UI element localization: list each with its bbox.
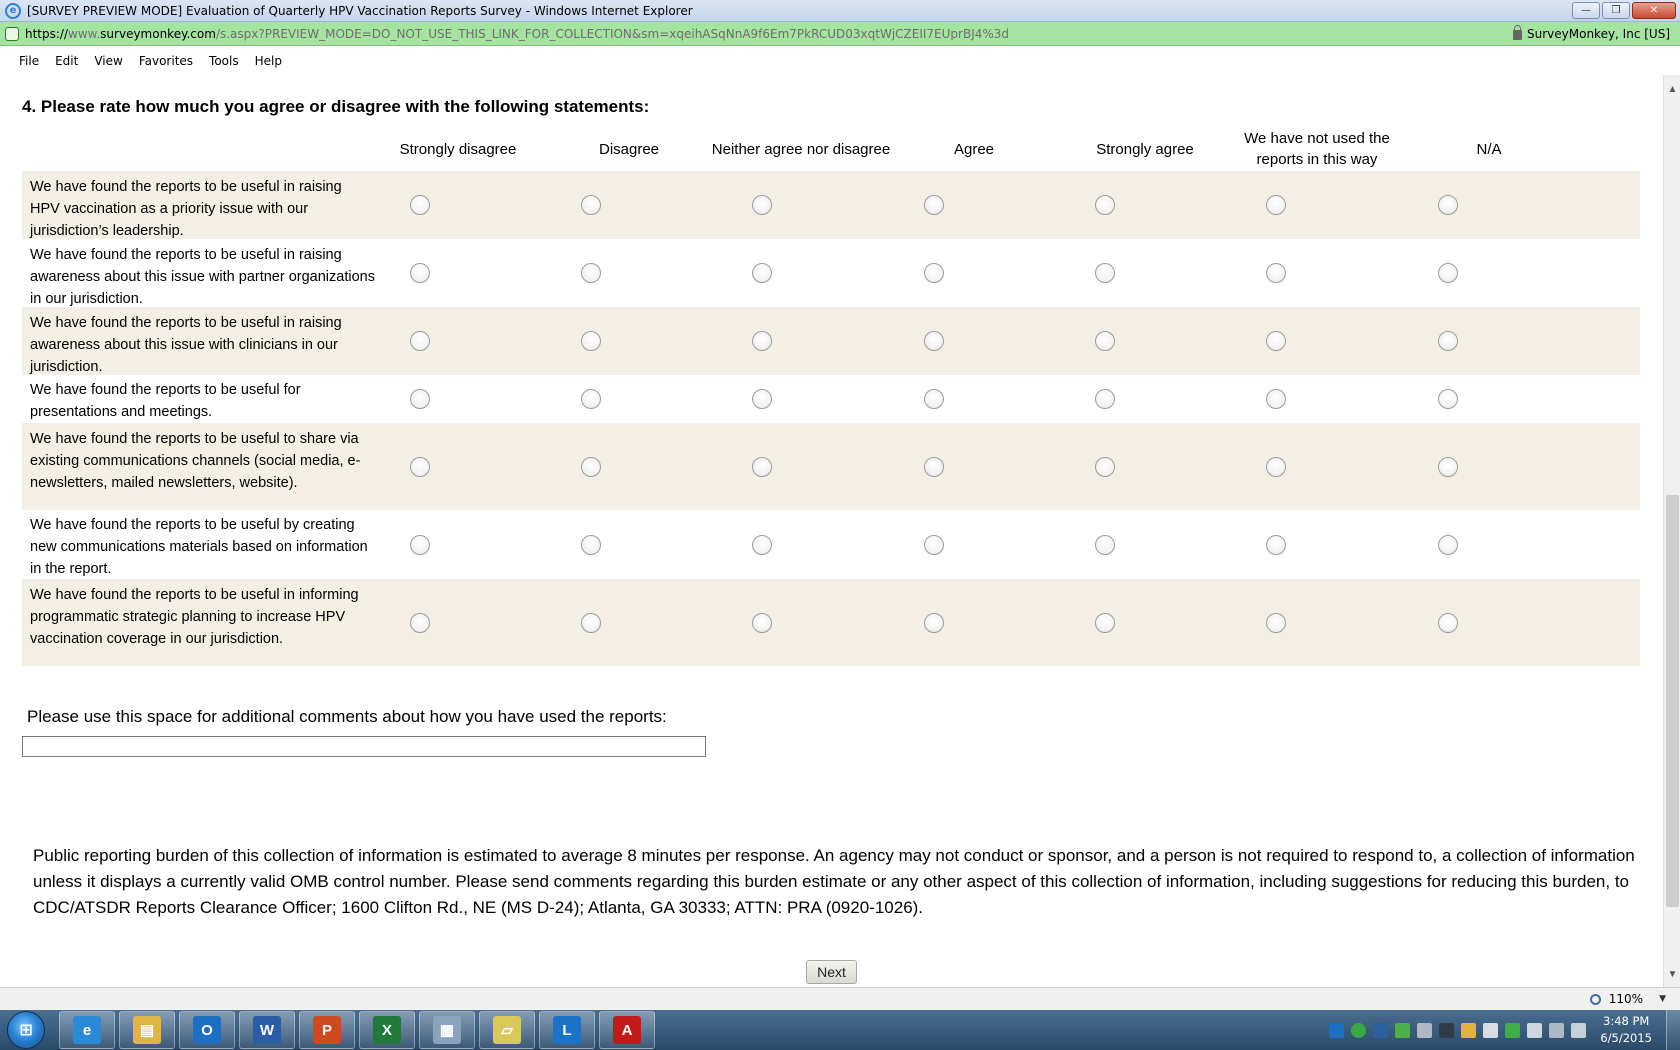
rating-radio[interactable]	[752, 195, 772, 215]
rating-radio[interactable]	[581, 195, 601, 215]
url-domain: surveymonkey.com	[100, 26, 216, 41]
taskbar-button[interactable]	[419, 1011, 475, 1049]
chevron-down-icon[interactable]: ▼	[1659, 994, 1666, 1004]
rating-radio[interactable]	[752, 389, 772, 409]
menu-edit[interactable]: Edit	[55, 54, 79, 68]
rating-radio[interactable]	[1266, 535, 1286, 555]
taskbar-button[interactable]	[299, 1011, 355, 1049]
menu-tools[interactable]: Tools	[209, 54, 239, 68]
taskbar-button[interactable]	[59, 1011, 115, 1049]
network-icon[interactable]	[1549, 1023, 1564, 1038]
rating-radio[interactable]	[581, 389, 601, 409]
rating-radio[interactable]	[924, 263, 944, 283]
rating-radio[interactable]	[1266, 457, 1286, 477]
rating-radio[interactable]	[752, 457, 772, 477]
rating-radio[interactable]	[1095, 263, 1115, 283]
internet-explorer-icon: e	[5, 3, 21, 19]
rating-radio[interactable]	[581, 613, 601, 633]
display-icon[interactable]	[1439, 1023, 1454, 1038]
rating-radio[interactable]	[752, 263, 772, 283]
rating-radio[interactable]	[581, 263, 601, 283]
rating-radio[interactable]	[1095, 613, 1115, 633]
shield-icon[interactable]	[1505, 1023, 1520, 1038]
power-icon[interactable]	[1527, 1023, 1542, 1038]
column-header: Agree	[953, 140, 995, 158]
rating-radio[interactable]	[924, 535, 944, 555]
outlook-icon: O	[193, 1016, 221, 1044]
lock-tray-icon[interactable]	[1461, 1023, 1476, 1038]
row-statement: We have found the reports to be useful in raising awareness about this issue with clinicians in our jurisdiction.	[30, 315, 342, 375]
burden-statement: Public reporting burden of this collection of information is estimated to average 8 minutes per response. An agency may not conduct or sponsor, and a person is not required to respond to, a collection of information unless it displays a currently valid OMB control number. Please send comments regarding this burden estimate or any other aspect of this collection of information, including suggestions for reducing this burden, to CDC/ATSDR Reports Clearance Officer; 1600 Clifton Rd., NE (MS D-24); Atlanta, GA 30333; ATTN: PRA (0920-1026).	[33, 846, 1635, 917]
scroll-thumb[interactable]	[1666, 495, 1679, 907]
rating-radio[interactable]	[410, 389, 430, 409]
rating-radio[interactable]	[752, 535, 772, 555]
taskbar	[0, 1010, 1680, 1050]
system-clock[interactable]	[1600, 1013, 1652, 1047]
sync-icon[interactable]	[1351, 1023, 1366, 1038]
taskbar-button[interactable]	[599, 1011, 655, 1049]
taskbar-apps	[59, 1011, 659, 1049]
minimize-button[interactable]: —	[1572, 2, 1600, 19]
menu-view[interactable]: View	[94, 54, 123, 68]
rating-radio[interactable]	[1095, 457, 1115, 477]
rating-radio[interactable]	[1438, 263, 1458, 283]
rating-radio[interactable]	[924, 389, 944, 409]
taskbar-button[interactable]	[359, 1011, 415, 1049]
menu-favorites[interactable]: Favorites	[138, 54, 194, 68]
taskbar-button[interactable]	[479, 1011, 535, 1049]
title-bar	[0, 0, 1680, 22]
system-tray	[1329, 1023, 1586, 1038]
tools-tray-icon[interactable]	[1417, 1023, 1432, 1038]
rating-radio[interactable]	[1095, 195, 1115, 215]
rating-radio[interactable]	[1266, 613, 1286, 633]
menu-help[interactable]: Help	[254, 54, 282, 68]
sticky-notes-icon: ▱	[493, 1016, 521, 1044]
window-title: [SURVEY PREVIEW MODE] Evaluation of Quarterly HPV Vaccination Reports Survey - Windows Internet Explorer	[27, 3, 693, 18]
matrix-row	[22, 171, 1640, 239]
certificate-owner: SurveyMonkey, Inc [US]	[1527, 26, 1670, 41]
show-desktop-button[interactable]	[1666, 1010, 1680, 1050]
rating-radio[interactable]	[1266, 389, 1286, 409]
matrix-row	[22, 510, 1640, 579]
rating-radio[interactable]	[1438, 613, 1458, 633]
url-field[interactable]	[25, 27, 1513, 41]
page-icon	[5, 27, 19, 41]
column-header: N/A	[1476, 140, 1502, 158]
rating-radio[interactable]	[752, 331, 772, 351]
rating-radio[interactable]	[1438, 389, 1458, 409]
status-bar	[0, 987, 1680, 1010]
rating-radio[interactable]	[581, 331, 601, 351]
rating-radio[interactable]	[1438, 457, 1458, 477]
address-bar[interactable]	[0, 22, 1680, 46]
row-statement: We have found the reports to be useful in raising awareness about this issue with partner organizations in our jurisdiction.	[30, 247, 375, 307]
restore-button[interactable]: ❐	[1602, 2, 1630, 19]
clock-date: 6/5/2015	[1600, 1031, 1652, 1045]
rating-radio[interactable]	[410, 535, 430, 555]
rating-radio[interactable]	[1095, 331, 1115, 351]
comments-input[interactable]	[22, 736, 706, 757]
lock-icon	[1513, 30, 1522, 40]
rating-radio[interactable]	[1095, 535, 1115, 555]
matrix-header	[22, 127, 1640, 171]
outlook-tray-icon[interactable]	[1329, 1023, 1344, 1038]
row-statement: We have found the reports to be useful to share via existing communications channels (social media, e-newsletters, mailed newsletters, website).	[30, 431, 361, 491]
url-protocol: https://	[25, 26, 69, 41]
taskbar-button[interactable]	[119, 1011, 175, 1049]
calculator-icon: ▦	[433, 1016, 461, 1044]
close-button[interactable]: ✕	[1632, 2, 1676, 19]
rating-radio[interactable]	[410, 613, 430, 633]
zoom-level[interactable]: 110%	[1608, 992, 1644, 1006]
taskbar-button[interactable]	[539, 1011, 595, 1049]
comments-label: Please use this space for additional comments about how you have used the reports:	[27, 707, 667, 726]
scroll-up-icon[interactable]: ▲	[1667, 84, 1678, 95]
row-statement: We have found the reports to be useful in raising HPV vaccination as a priority issue with our jurisdiction’s leadership.	[30, 179, 342, 239]
rating-radio[interactable]	[752, 613, 772, 633]
clock-time: 3:48 PM	[1603, 1014, 1650, 1028]
rating-radio[interactable]	[924, 457, 944, 477]
security-report[interactable]	[1513, 27, 1670, 41]
rating-radio[interactable]	[410, 331, 430, 351]
rating-radio[interactable]	[924, 195, 944, 215]
menu-bar	[0, 47, 1680, 75]
column-header: Disagree	[598, 140, 660, 158]
url-subdomain: www.	[68, 26, 101, 41]
powerpoint-icon: P	[313, 1016, 341, 1044]
taskbar-button[interactable]	[179, 1011, 235, 1049]
rating-radio[interactable]	[410, 195, 430, 215]
matrix-row	[22, 239, 1640, 307]
url-path: /s.aspx?PREVIEW_MODE=DO_NOT_USE_THIS_LINK_FOR_COLLECTION&sm=xqeihASqNnA9f6Em7PkRCUD03xqtWjCZEII7EUprBJ4%3d	[215, 26, 1010, 41]
rating-radio[interactable]	[1266, 195, 1286, 215]
matrix-rows	[22, 171, 1640, 666]
rating-radio[interactable]	[1438, 331, 1458, 351]
rating-radio[interactable]	[1266, 263, 1286, 283]
menu-file[interactable]: File	[19, 54, 40, 68]
column-header: Strongly disagree	[399, 140, 517, 158]
rating-radio[interactable]	[1438, 535, 1458, 555]
excel-icon: X	[373, 1016, 401, 1044]
zoom-icon[interactable]	[1590, 994, 1601, 1005]
column-header: Neither agree nor disagree	[711, 140, 891, 158]
matrix-row	[22, 375, 1640, 423]
security-check-icon[interactable]	[1395, 1023, 1410, 1038]
rating-radio[interactable]	[1438, 195, 1458, 215]
row-statement: We have found the reports to be useful for presentations and meetings.	[30, 382, 301, 420]
vertical-scrollbar[interactable]	[1663, 75, 1680, 987]
bluetooth-icon[interactable]	[1373, 1023, 1388, 1038]
internet-explorer-icon: e	[73, 1016, 101, 1044]
rating-radio[interactable]	[410, 457, 430, 477]
rating-radio[interactable]	[924, 331, 944, 351]
file-explorer-icon: ▤	[133, 1016, 161, 1044]
rating-radio[interactable]	[410, 263, 430, 283]
column-header: We have not used the reports in this way	[1244, 130, 1390, 168]
row-statement: We have found the reports to be useful by creating new communications materials based on information in the report.	[30, 517, 368, 577]
taskbar-button[interactable]	[239, 1011, 295, 1049]
rating-radio[interactable]	[1266, 331, 1286, 351]
rating-radio[interactable]	[924, 613, 944, 633]
lync-icon: L	[553, 1016, 581, 1044]
start-button[interactable]: ⊞	[7, 1011, 45, 1049]
page-content	[0, 75, 1663, 987]
matrix-row	[22, 423, 1640, 510]
adobe-reader-icon: A	[613, 1016, 641, 1044]
volume-icon[interactable]	[1571, 1023, 1586, 1038]
word-icon: W	[253, 1016, 281, 1044]
question-title: 4. Please rate how much you agree or disagree with the following statements:	[22, 97, 650, 116]
matrix-row	[22, 579, 1640, 666]
row-statement: We have found the reports to be useful in informing programmatic strategic planning to increase HPV vaccination coverage in our jurisdiction.	[30, 587, 359, 647]
rating-radio[interactable]	[1095, 389, 1115, 409]
matrix-row	[22, 307, 1640, 375]
rating-radio[interactable]	[581, 535, 601, 555]
monitor-icon[interactable]	[1483, 1023, 1498, 1038]
column-header: Strongly agree	[1096, 140, 1194, 158]
scroll-down-icon[interactable]: ▼	[1667, 969, 1678, 980]
rating-radio[interactable]	[581, 457, 601, 477]
next-button[interactable]: Next	[806, 960, 857, 984]
